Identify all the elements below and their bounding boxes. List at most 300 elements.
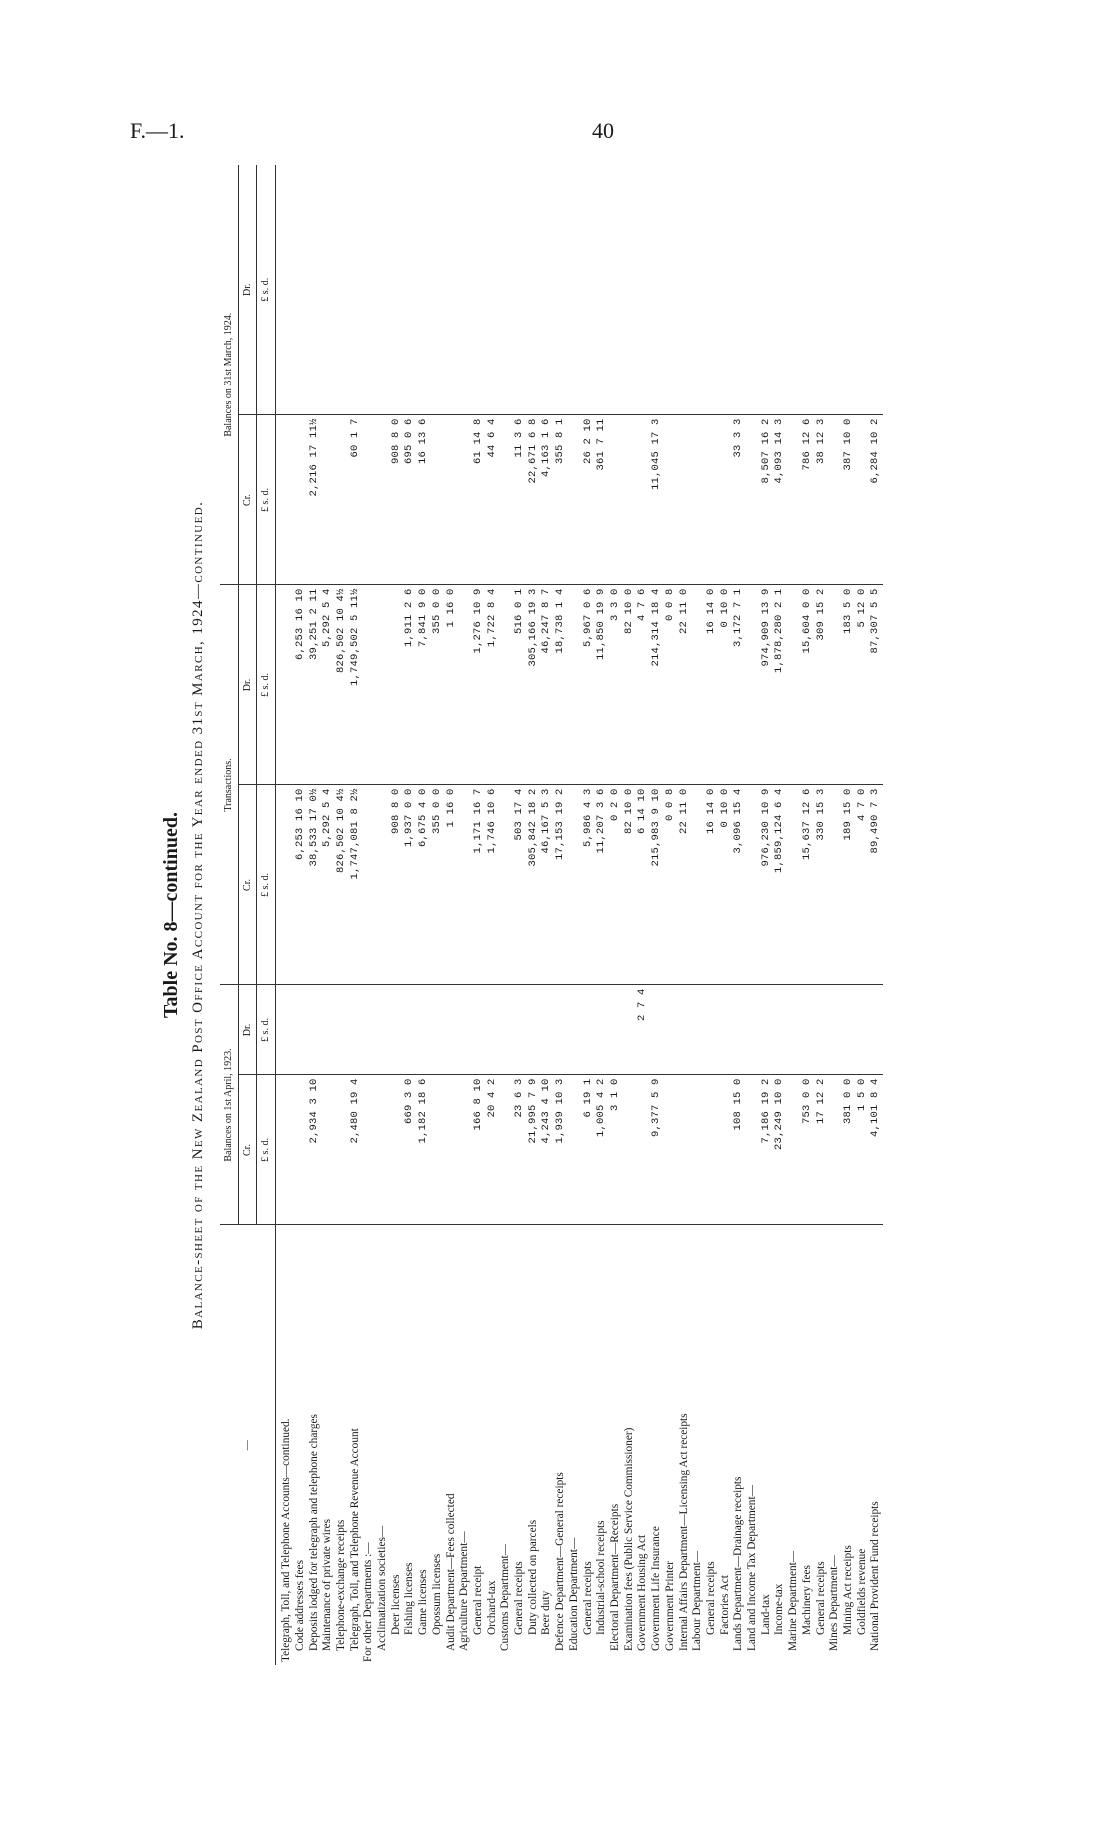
amount-cell <box>513 985 527 1075</box>
amount-cell: 355 0 0 <box>431 785 445 985</box>
row-label: Machinery fees <box>800 1565 813 1635</box>
amount-cell <box>499 785 513 985</box>
table-row <box>691 165 705 1665</box>
table-row <box>815 165 829 1665</box>
table-row <box>664 165 678 1665</box>
amount-cell: 1,878,280 2 1 <box>773 585 787 785</box>
table-title: Balance-sheet of the New Zealand Post Office Account for the Year ended 31st March, 1924—continued. <box>190 500 206 1330</box>
amount-cell <box>801 985 815 1075</box>
table-row <box>403 165 417 1665</box>
amount-cell: 9,377 5 9 <box>650 1075 664 1225</box>
amount-cell: 11,045 17 3 <box>650 415 664 585</box>
amount-cell <box>376 785 390 985</box>
row-label: Mining Act receipts <box>841 1545 854 1635</box>
amount-cell: 33 3 3 <box>732 415 746 585</box>
row-label: General receipts <box>581 1561 594 1635</box>
amount-cell: 1,182 18 6 <box>417 1075 431 1225</box>
amount-cell <box>431 1075 445 1225</box>
table-row <box>609 165 623 1665</box>
amount-cell <box>636 165 650 415</box>
amount-cell <box>486 985 500 1075</box>
amount-cell: 17 12 2 <box>815 1075 829 1225</box>
amount-cell: 2,934 3 10 <box>308 1075 322 1225</box>
amount-cell <box>760 165 774 415</box>
amount-cell <box>678 1075 692 1225</box>
amount-cell <box>417 165 431 415</box>
row-label: Government Life Insurance <box>650 1526 663 1651</box>
amount-cell <box>828 415 842 585</box>
amount-cell <box>403 985 417 1075</box>
table-row <box>760 165 774 1665</box>
table-row <box>636 165 650 1665</box>
amount-cell: 22 11 0 <box>678 585 692 785</box>
row-label: Examination fees (Public Service Commissioner) <box>622 1427 635 1651</box>
table-row <box>294 165 308 1665</box>
amount-cell: 1,859,124 6 4 <box>773 785 787 985</box>
table-row <box>554 165 568 1665</box>
amount-cell <box>828 165 842 415</box>
amount-cell <box>308 165 322 415</box>
table-row <box>486 165 500 1665</box>
amount-cell <box>362 415 376 585</box>
table-body <box>276 165 883 1665</box>
amount-cell <box>321 165 335 415</box>
amount-cell: 695 0 6 <box>403 415 417 585</box>
amount-cell <box>458 585 472 785</box>
amount-cell: 5,292 5 4 <box>321 785 335 985</box>
amount-cell <box>276 165 294 415</box>
amount-cell: 1 16 0 <box>445 585 459 785</box>
amount-cell <box>362 165 376 415</box>
amount-cell <box>568 1075 582 1225</box>
amount-cell: 21,995 7 9 <box>527 1075 541 1225</box>
table-number: Table No. 8—continued. <box>160 812 182 1018</box>
amount-cell: 38,533 17 0½ <box>308 785 322 985</box>
amount-cell: 82 10 0 <box>623 785 637 985</box>
amount-cell: 6 19 1 <box>582 1075 596 1225</box>
amount-cell <box>705 985 719 1075</box>
amount-cell <box>472 165 486 415</box>
row-label: Defence Department—General receipts <box>554 1472 567 1651</box>
amount-cell <box>746 985 760 1075</box>
amount-cell: 214,314 18 4 <box>650 585 664 785</box>
table-row <box>582 165 596 1665</box>
amount-cell: 3,096 15 4 <box>732 785 746 985</box>
amount-cell <box>719 1075 733 1225</box>
amount-cell: 5,967 0 6 <box>582 585 596 785</box>
amount-cell: 183 5 0 <box>842 585 856 785</box>
amount-cell: 82 10 0 <box>623 585 637 785</box>
row-label: Deer licenses <box>389 1574 402 1635</box>
amount-cell <box>815 165 829 415</box>
subhead-cr: Cr. <box>238 785 257 985</box>
row-label: Land-tax <box>759 1594 772 1635</box>
amount-cell <box>431 165 445 415</box>
amount-cell <box>801 165 815 415</box>
table-row <box>623 165 637 1665</box>
amount-cell <box>678 985 692 1075</box>
table-row <box>856 165 870 1665</box>
amount-cell <box>828 985 842 1075</box>
table-row <box>445 165 459 1665</box>
amount-cell: 60 1 7 <box>349 415 363 585</box>
amount-cell <box>376 585 390 785</box>
amount-cell <box>276 1075 294 1225</box>
amount-cell: 4,093 14 3 <box>773 415 787 585</box>
amount-cell <box>582 165 596 415</box>
amount-cell: 381 0 0 <box>842 1075 856 1225</box>
amount-cell: 753 0 0 <box>801 1075 815 1225</box>
row-label: Education Department— <box>567 1537 580 1651</box>
amount-cell <box>335 1075 349 1225</box>
amount-cell <box>472 985 486 1075</box>
amount-cell <box>335 165 349 415</box>
amount-cell: 44 6 4 <box>486 415 500 585</box>
row-label: Labour Department— <box>691 1550 704 1651</box>
row-label: General receipts <box>814 1561 827 1635</box>
amount-cell <box>691 1075 705 1225</box>
amount-cell <box>321 985 335 1075</box>
amount-cell: 516 0 1 <box>513 585 527 785</box>
amount-cell <box>458 165 472 415</box>
amount-cell: 355 0 0 <box>431 585 445 785</box>
amount-cell: 15,604 0 0 <box>801 585 815 785</box>
row-label: Government Housing Act <box>636 1534 649 1651</box>
row-label: General receipts <box>704 1561 717 1635</box>
amount-cell <box>527 165 541 415</box>
amount-cell: 1 5 0 <box>856 1075 870 1225</box>
amount-cell: 0 2 0 <box>609 785 623 985</box>
units-label: £ s. d. <box>257 585 276 785</box>
amount-cell <box>719 165 733 415</box>
amount-cell <box>595 985 609 1075</box>
amount-cell <box>294 1075 308 1225</box>
amount-cell <box>390 985 404 1075</box>
amount-cell: 2 7 4 <box>636 985 650 1075</box>
amount-cell <box>678 415 692 585</box>
amount-cell <box>664 1075 678 1225</box>
row-label: Acclimatization societies— <box>376 1525 389 1651</box>
group-header-opening: Balances on 1st April, 1923. <box>220 985 238 1225</box>
amount-cell <box>760 985 774 1075</box>
row-label: General receipts <box>513 1561 526 1635</box>
amount-cell <box>540 985 554 1075</box>
amount-cell <box>856 165 870 415</box>
amount-cell <box>321 1075 335 1225</box>
amount-cell: 11 3 6 <box>513 415 527 585</box>
amount-cell: 16 14 0 <box>705 585 719 785</box>
amount-cell <box>445 1075 459 1225</box>
amount-cell <box>499 165 513 415</box>
amount-cell <box>691 785 705 985</box>
amount-cell: 6,284 10 2 <box>869 415 883 585</box>
amount-cell: 61 14 8 <box>472 415 486 585</box>
balance-sheet-table <box>220 165 883 1665</box>
table-row <box>362 165 376 1665</box>
amount-cell <box>691 165 705 415</box>
page-number: 40 <box>592 118 614 143</box>
amount-cell <box>609 165 623 415</box>
amount-cell: 974,909 13 9 <box>760 585 774 785</box>
amount-cell: 5,986 4 3 <box>582 785 596 985</box>
amount-cell <box>787 785 801 985</box>
amount-cell <box>691 985 705 1075</box>
amount-cell: 15,637 12 6 <box>801 785 815 985</box>
row-label: Agriculture Department— <box>458 1531 471 1651</box>
rotated-table-block <box>160 165 1080 1665</box>
table-row <box>650 165 664 1665</box>
amount-cell <box>276 415 294 585</box>
amount-cell <box>719 985 733 1075</box>
row-label: Telephone-exchange receipts <box>334 1519 347 1651</box>
amount-cell: 16 14 0 <box>705 785 719 985</box>
amount-cell <box>294 415 308 585</box>
table-row <box>719 165 733 1665</box>
amount-cell: 108 15 0 <box>732 1075 746 1225</box>
amount-cell: 89,490 7 3 <box>869 785 883 985</box>
table-row <box>276 165 294 1665</box>
amount-cell <box>362 1075 376 1225</box>
table-row <box>513 165 527 1665</box>
amount-cell: 39,251 2 11 <box>308 585 322 785</box>
amount-cell: 309 15 2 <box>815 585 829 785</box>
row-label: Internal Affairs Department—Licensing Act receipts <box>677 1413 690 1651</box>
group-header-transactions: Transactions. <box>220 585 238 985</box>
amount-cell <box>308 985 322 1075</box>
amount-cell: 1,746 10 6 <box>486 785 500 985</box>
amount-cell: 4 7 6 <box>636 585 650 785</box>
amount-cell: 46,247 8 7 <box>540 585 554 785</box>
table-row <box>801 165 815 1665</box>
amount-cell <box>623 1075 637 1225</box>
amount-cell <box>349 165 363 415</box>
table-row <box>308 165 322 1665</box>
amount-cell <box>869 985 883 1075</box>
amount-cell <box>609 985 623 1075</box>
row-label: Telegraph, Toll, and Telephone Accounts—continued. <box>280 1418 293 1662</box>
amount-cell <box>499 1075 513 1225</box>
amount-cell <box>705 1075 719 1225</box>
amount-cell <box>719 415 733 585</box>
amount-cell <box>376 165 390 415</box>
amount-cell: 46,167 5 3 <box>540 785 554 985</box>
table-row <box>732 165 746 1665</box>
amount-cell <box>568 585 582 785</box>
amount-cell <box>691 415 705 585</box>
amount-cell: 17,153 19 2 <box>554 785 568 985</box>
amount-cell <box>787 585 801 785</box>
amount-cell <box>335 415 349 585</box>
amount-cell <box>458 985 472 1075</box>
amount-cell <box>746 415 760 585</box>
amount-cell <box>746 785 760 985</box>
page-code: F.—1. <box>130 118 185 143</box>
amount-cell <box>362 985 376 1075</box>
units-label: £ s. d. <box>257 415 276 585</box>
amount-cell <box>842 985 856 1075</box>
amount-cell <box>445 165 459 415</box>
amount-cell <box>527 985 541 1075</box>
amount-cell <box>568 985 582 1075</box>
amount-cell <box>856 985 870 1075</box>
table-row <box>842 165 856 1665</box>
amount-cell: 18,738 1 4 <box>554 585 568 785</box>
amount-cell: 215,983 9 10 <box>650 785 664 985</box>
table-row <box>828 165 842 1665</box>
row-label: Income-tax <box>773 1583 786 1635</box>
amount-cell <box>390 165 404 415</box>
amount-cell <box>362 585 376 785</box>
amount-cell <box>828 785 842 985</box>
subhead-cr: Cr. <box>238 415 257 585</box>
amount-cell: 908 8 0 <box>390 415 404 585</box>
amount-cell <box>732 165 746 415</box>
units-label: £ s. d. <box>257 165 276 415</box>
table-row <box>527 165 541 1665</box>
subhead-cr: Cr. <box>238 1075 257 1225</box>
row-label: Code addresses fees <box>293 1560 306 1651</box>
amount-cell <box>376 985 390 1075</box>
amount-cell <box>705 165 719 415</box>
amount-cell <box>828 1075 842 1225</box>
amount-cell: 7,841 9 0 <box>417 585 431 785</box>
amount-cell: 1,937 0 0 <box>403 785 417 985</box>
amount-cell <box>431 415 445 585</box>
amount-cell: 3,172 7 1 <box>732 585 746 785</box>
amount-cell: 305,166 19 3 <box>527 585 541 785</box>
subhead-dr: Dr. <box>238 585 257 785</box>
amount-cell <box>458 1075 472 1225</box>
amount-cell: 87,307 5 5 <box>869 585 883 785</box>
amount-cell <box>650 165 664 415</box>
row-label: Beer duty <box>540 1590 553 1635</box>
amount-cell: 330 15 3 <box>815 785 829 985</box>
subhead-dr: Dr. <box>238 165 257 415</box>
row-label: Marine Department— <box>787 1550 800 1651</box>
amount-cell: 5,292 5 4 <box>321 585 335 785</box>
row-label: Telegraph, Toll, and Telephone Revenue Account <box>348 1428 361 1651</box>
amount-cell <box>445 415 459 585</box>
description-header: — <box>220 1225 276 1665</box>
amount-cell: 1,276 10 9 <box>472 585 486 785</box>
table-row <box>472 165 486 1665</box>
amount-cell: 6,253 16 10 <box>294 785 308 985</box>
row-label: Industrial-school receipts <box>595 1520 608 1635</box>
table-row <box>787 165 801 1665</box>
row-label: Customs Department— <box>499 1544 512 1651</box>
amount-cell <box>664 415 678 585</box>
amount-cell: 16 13 6 <box>417 415 431 585</box>
row-label: Lands Department—Drainage receipts <box>732 1476 745 1651</box>
amount-cell: 26 2 10 <box>582 415 596 585</box>
amount-cell: 38 12 3 <box>815 415 829 585</box>
amount-cell: 976,230 10 9 <box>760 785 774 985</box>
amount-cell <box>540 165 554 415</box>
amount-cell: 0 0 8 <box>664 785 678 985</box>
amount-cell: 6 14 10 <box>636 785 650 985</box>
table-row <box>458 165 472 1665</box>
amount-cell <box>595 165 609 415</box>
amount-cell: 3 1 0 <box>609 1075 623 1225</box>
amount-cell <box>787 985 801 1075</box>
amount-cell <box>568 415 582 585</box>
table-row <box>390 165 404 1665</box>
row-label: Audit Department—Fees collected <box>444 1493 457 1651</box>
amount-cell <box>787 415 801 585</box>
amount-cell <box>636 1075 650 1225</box>
table-row <box>595 165 609 1665</box>
subhead-dr: Dr. <box>238 985 257 1075</box>
amount-cell: 1,749,502 5 11½ <box>349 585 363 785</box>
row-label: Deposits lodged for telegraph and telephone charges <box>307 1414 320 1651</box>
row-label: For other Departments :— <box>362 1542 375 1662</box>
amount-cell <box>691 585 705 785</box>
amount-cell <box>294 985 308 1075</box>
amount-cell: 6,675 4 0 <box>417 785 431 985</box>
table-row <box>335 165 349 1665</box>
amount-cell: 1,171 16 7 <box>472 785 486 985</box>
amount-cell: 0 10 0 <box>719 585 733 785</box>
table-row <box>321 165 335 1665</box>
amount-cell <box>417 985 431 1075</box>
table-row <box>417 165 431 1665</box>
amount-cell <box>746 1075 760 1225</box>
amount-cell: 166 8 10 <box>472 1075 486 1225</box>
amount-cell <box>349 985 363 1075</box>
amount-cell: 5 12 0 <box>856 585 870 785</box>
amount-cell: 361 7 11 <box>595 415 609 585</box>
amount-cell <box>664 985 678 1075</box>
amount-cell: 8,507 16 2 <box>760 415 774 585</box>
amount-cell: 23 6 3 <box>513 1075 527 1225</box>
amount-cell <box>513 165 527 415</box>
row-label: Duty collected on parcels <box>526 1519 539 1635</box>
amount-cell <box>842 165 856 415</box>
table-row <box>678 165 692 1665</box>
amount-cell <box>335 985 349 1075</box>
table-row <box>705 165 719 1665</box>
amount-cell: 355 8 1 <box>554 415 568 585</box>
amount-cell <box>815 985 829 1075</box>
amount-cell <box>746 165 760 415</box>
amount-cell <box>568 165 582 415</box>
amount-cell <box>787 1075 801 1225</box>
table-row <box>376 165 390 1665</box>
amount-cell <box>458 415 472 585</box>
amount-cell: 305,842 18 2 <box>527 785 541 985</box>
table-row <box>540 165 554 1665</box>
table-row <box>869 165 883 1665</box>
units-label: £ s. d. <box>257 785 276 985</box>
amount-cell <box>664 165 678 415</box>
amount-cell: 1,722 8 4 <box>486 585 500 785</box>
amount-cell: 3 3 0 <box>609 585 623 785</box>
amount-cell <box>486 165 500 415</box>
amount-cell <box>376 415 390 585</box>
amount-cell: 22,671 6 8 <box>527 415 541 585</box>
row-label: Factories Act <box>718 1575 731 1635</box>
amount-cell <box>499 585 513 785</box>
amount-cell <box>276 985 294 1075</box>
row-label: Electoral Department—Receipts <box>608 1503 621 1651</box>
row-label: National Provident Fund receipts <box>869 1501 882 1651</box>
amount-cell <box>773 165 787 415</box>
amount-cell <box>390 585 404 785</box>
amount-cell <box>623 165 637 415</box>
amount-cell <box>445 985 459 1075</box>
table-row <box>499 165 513 1665</box>
amount-cell <box>554 985 568 1075</box>
